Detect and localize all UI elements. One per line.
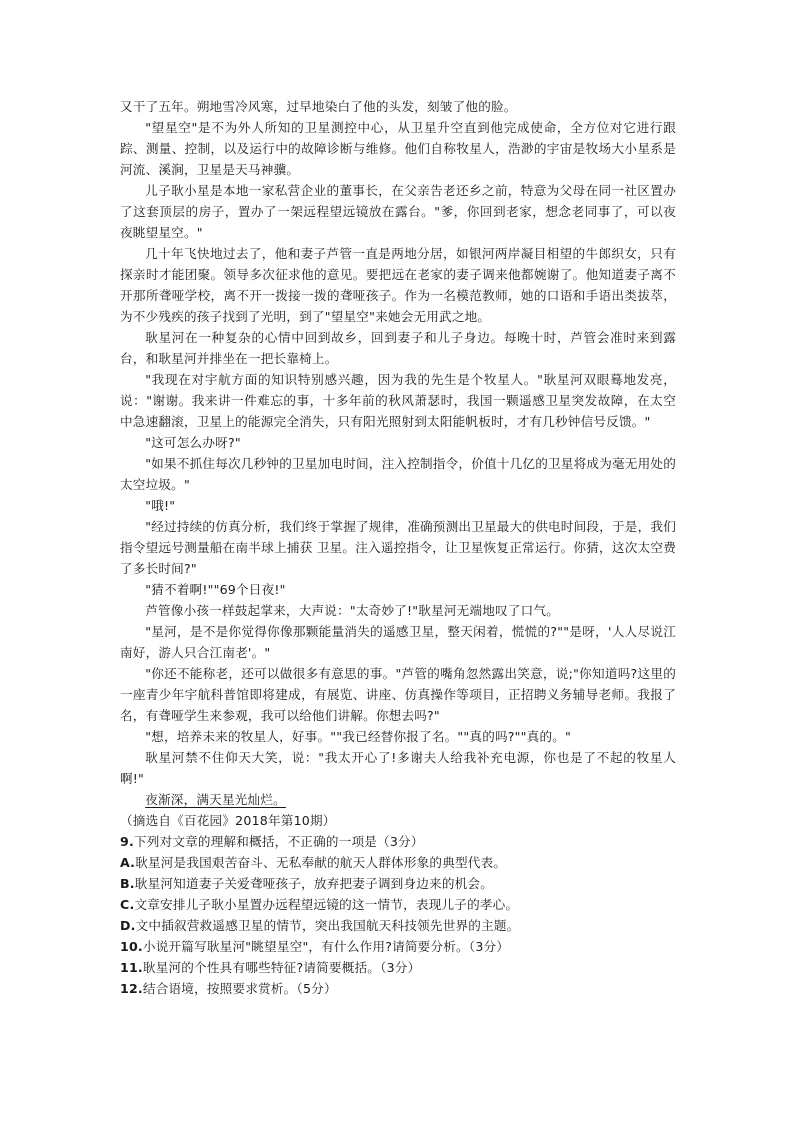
paragraph-9: "哦!" bbox=[145, 498, 176, 513]
option-letter: B. bbox=[120, 876, 135, 891]
option-text: 耿星河是我国艰苦奋斗、无私奉献的航天人群体形象的典型代表。 bbox=[135, 855, 507, 870]
paragraph-15: "想，培养未来的牧星人，好事。""我已经替你报了名。""真的吗?""真的。" bbox=[145, 729, 572, 744]
paragraph-8: "如果不抓住每次几秒钟的卫星加电时间，注入控制指令，价值十几亿的卫星将成为毫无用处的太空垃圾。" bbox=[120, 456, 676, 492]
option-b bbox=[120, 873, 676, 894]
question-number: 12. bbox=[120, 981, 143, 996]
option-letter: C. bbox=[120, 897, 135, 912]
option-text: 文章安排儿子耿小星置办远程望远镜的这一情节，表现儿子的孝心。 bbox=[134, 897, 519, 912]
source-citation: （摘选自《百花园》2018年第10期） bbox=[120, 813, 336, 828]
question-9 bbox=[120, 831, 676, 852]
paragraph-13: "星河，是不是你觉得你像那颗能量消失的遥感卫星，整天闲着，慌慌的?""是呀，'人人尽说江南好，游人只合江南老'。" bbox=[120, 624, 676, 660]
question-text: 结合语境，按照要求赏析。（5分） bbox=[142, 981, 337, 996]
paragraph-6: "我现在对宇航方面的知识特别感兴趣，因为我的先生是个牧星人。"耿星河双眼蓦地发亮，说："谢谢。我来讲一件难忘的事，十多年前的秋风萧瑟时，我国一颗遥感卫星突发故障，在太空中急速翻滚，卫星上的能源完全消失，只有阳光照射到太阳能帆板时，才有几秒钟信号反馈。" bbox=[120, 372, 676, 429]
paragraph-1: 又干了五年。朔地雪冷风寒，过早地染白了他的头发，刻皱了他的脸。 bbox=[120, 99, 517, 114]
option-c bbox=[120, 894, 676, 915]
option-text: 文中插叙营救遥感卫星的情节，突出我国航天科技领先世界的主题。 bbox=[135, 918, 520, 933]
question-number: 10. bbox=[120, 939, 143, 954]
paragraph-12: 芦管像小孩一样鼓起掌来，大声说："太奇妙了!"耿星河无端地叹了口气。 bbox=[145, 603, 560, 618]
paragraph-11: "猜不着啊!""69个日夜!" bbox=[145, 582, 286, 597]
paragraph-10: "经过持续的仿真分析，我们终于掌握了规律，准确预测出卫星最大的供电时间段，于是，我们指令望远号测量船在南半球上捕获 卫星。注入遥控指令，让卫星恢复正常运行。你猜，这次太空费了多长时间?" bbox=[120, 519, 676, 576]
option-a bbox=[120, 852, 676, 873]
question-text: 小说开篇写耿星河"眺望星空"，有什么作用?请简要分析。（3分） bbox=[142, 939, 510, 954]
paragraph-17 bbox=[120, 789, 676, 810]
question-number: 11. bbox=[120, 960, 143, 975]
option-text: 耿星河知道妻子关爱聋哑孩子，放弃把妻子调到身边来的机会。 bbox=[134, 876, 494, 891]
option-letter: D. bbox=[120, 918, 136, 933]
paragraph-3: 儿子耿小星是本地一家私营企业的董事长，在父亲告老还乡之前，特意为父母在同一社区置办了这套顶层的房子，置办了一架远程望远镜放在露台。"爹，你回到老家，想念老同事了，可以夜夜眺望星空。" bbox=[120, 183, 676, 240]
option-letter: A. bbox=[120, 855, 136, 870]
paragraph-14: "你还不能称老，还可以做很多有意思的事。"芦管的嘴角忽然露出笑意，说;"你知道吗?这里的一座青少年宇航科普馆即将建成，有展览、讲座、仿真操作等项目，正招聘义务辅导老师。我报了名，有聋哑学生来参观，我可以给他们讲解。你想去吗?" bbox=[120, 666, 676, 723]
paragraph-4: 几十年飞快地过去了，他和妻子芦管一直是两地分居，如银河两岸凝目相望的牛郎织女，只有探亲时才能团聚。领导多次征求他的意见。要把远在老家的妻子调来他都婉谢了。他知道妻子离不开那所聋哑学校，离不开一拨接一拨的聋哑孩子。作为一名模范教师，她的口语和手语出类拔萃，为不少残疾的孩子找到了光明，到了"望星空"来她会无用武之地。 bbox=[120, 246, 676, 324]
question-12 bbox=[120, 978, 676, 999]
option-d bbox=[120, 915, 676, 936]
document-page bbox=[120, 96, 676, 999]
underlined-sentence: 夜渐深，满天星光灿烂。 bbox=[145, 792, 286, 807]
question-11 bbox=[120, 957, 676, 978]
paragraph-16: 耿星河禁不住仰天大笑，说："我太开心了!多谢夫人给我补充电源，你也是了不起的牧星人啊!" bbox=[120, 750, 676, 786]
paragraph-2: "望星空"是不为外人所知的卫星测控中心，从卫星升空直到他完成使命，全方位对它进行跟踪、测量、控制，以及运行中的故障诊断与维修。他们自称牧星人，浩渺的宇宙是牧场大小星系是河流、溪涧，卫星是天马神骥。 bbox=[120, 120, 676, 177]
question-text: 耿星河的个性具有哪些特征?请简要概括。（3分） bbox=[142, 960, 421, 975]
question-number: 9. bbox=[120, 834, 134, 849]
paragraph-5: 耿星河在一种复杂的心情中回到故乡，回到妻子和儿子身边。每晚十时，芦管会准时来到露台，和耿星河并排坐在一把长靠椅上。 bbox=[120, 330, 676, 366]
question-text: 下列对文章的理解和概括，不正确的一项是（3分） bbox=[133, 834, 424, 849]
question-10 bbox=[120, 936, 676, 957]
paragraph-7: "这可怎么办呀?" bbox=[145, 435, 241, 450]
